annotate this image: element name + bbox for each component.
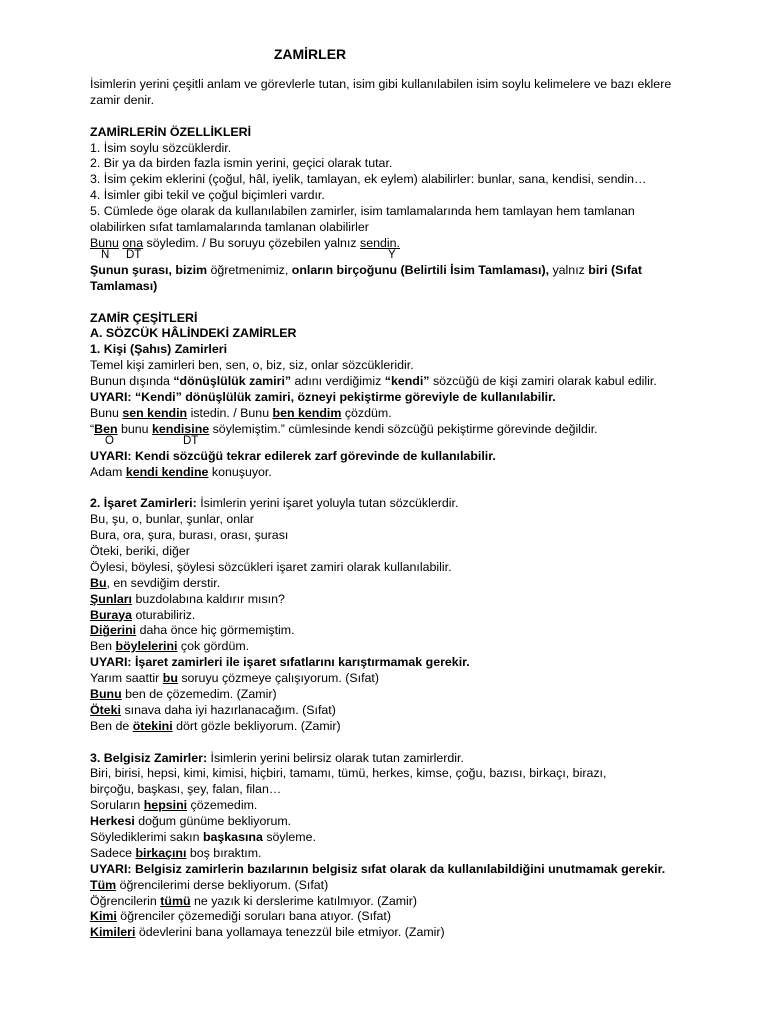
example-sentence: Öğrencilerin tümü ne yazık ki derslerime katılmıyor. (Zamir) [90,893,418,908]
paragraph-line: Temel kişi zamirleri ben, sen, o, biz, siz, onlar sözcükleridir. [90,358,414,373]
grammar-labels [90,434,690,449]
paragraph-line: Bura, ora, şura, burası, orası, şurası [90,528,289,543]
example-sentence: Şunun şurası, bizim öğretmenimiz, onların birçoğunu (Belirtili İsim Tamlaması), yalnız biri (Sıfat [90,262,642,277]
list-item: 1. İsim soylu sözcüklerdir. [90,140,232,155]
section-heading-ozellikler: ZAMİRLERİN ÖZELLİKLERİ [90,124,252,139]
label-o: Ö [105,434,114,447]
example-sentence: Bunu ben de çözemedim. (Zamir) [90,686,277,701]
example-sentence: Adam kendi kendine konuşuyor. [90,464,272,479]
list-item: 4. İsimler gibi tekil ve çoğul biçimleri vardır. [90,188,325,203]
subsection-heading: A. SÖZCÜK HÂLİNDEKİ ZAMİRLER [90,326,297,341]
example-sentence: Ben böylelerini çok gördüm. [90,639,250,654]
label-dt: DT [126,248,142,261]
example-sentence: Herkesi doğum günüme bekliyorum. [90,814,292,829]
example-sentence: Tüm öğrencilerimi derse bekliyorum. (Sıfat) [90,877,329,892]
example-sentence: Ben de ötekini dört gözle bekliyorum. (Zamir) [90,718,341,733]
grammar-labels [90,248,690,263]
warning-line: UYARI: Kendi sözcüğü tekrar edilerek zarf görevinde de kullanılabilir. [90,448,496,463]
warning-line: UYARI: “Kendi” dönüşlülük zamiri, özneyi pekiştirme göreviyle de kullanılabilir. [90,389,556,404]
example-sentence: Yarım saattir bu soruyu çözmeye çalışıyorum. (Sıfat) [90,671,379,686]
example-sentence: Diğerini daha önce hiç görmemiştim. [90,623,295,638]
example-sentence-continuation: Tamlaması) [90,278,158,293]
document-page [90,44,690,941]
example-sentence: Bunu ona söyledim. / Bu soruyu çözebilen yalnız sendin. [90,235,401,250]
label-dt: DT [183,434,199,447]
intro-paragraph: İsimlerin yerini çeşitli anlam ve görevlerle tutan, isim gibi kullanılabilen isim soylu kelimelere ve bazı eklere zamir denir. [90,77,672,107]
example-sentence: Soruların hepsini çözemedim. [90,798,258,813]
subsection-heading-kisi: 1. Kişi (Şahıs) Zamirleri [90,342,228,357]
example-sentence: Sadece birkaçını boş bıraktım. [90,845,262,860]
example-sentence: Bunu sen kendin istedin. / Bunu ben kendim çözdüm. [90,405,392,420]
paragraph-line: Biri, birisi, hepsi, kimi, kimisi, hiçbiri, tamamı, tümü, herkes, kimse, çoğu, bazısı, birkaçı, birazı, [90,766,607,781]
section-heading-cesitler: ZAMİR ÇEŞİTLERİ [90,310,198,325]
paragraph-line: Bunun dışında “dönüşlülük zamiri” adını verdiğimiz “kendi” sözcüğü de kişi zamiri olarak kabul edilir. [90,374,657,389]
list-item: 5. Cümlede öge olarak da kullanılabilen zamirler, isim tamlamalarında hem tamlayan hem tamlanan [90,204,635,219]
example-sentence: Öteki sınava daha iyi hazırlanacağım. (Sıfat) [90,702,336,717]
page-title: ZAMİRLER [273,46,347,62]
example-sentence: “Ben bunu kendisine söylemiştim.” cümlesinde kendi sözcüğü pekiştirme görevinde değildir. [90,421,598,436]
paragraph-line: Öteki, beriki, diğer [90,543,190,558]
warning-line: UYARI: Belgisiz zamirlerin bazılarının belgisiz sıfat olarak da kullanılabildiğini unutmamak gerekir. [90,861,666,876]
list-item-continuation: olabilirken sıfat tamlamalarında tamlanan olabilirler [90,220,369,235]
paragraph-line: birçoğu, başkası, şey, falan, filan… [90,782,282,797]
warning-line: UYARI: İşaret zamirleri ile işaret sıfatlarını karıştırmamak gerekir. [90,655,470,670]
example-sentence: Kimileri ödevlerini bana yollamaya tenezzül bile etmiyor. (Zamir) [90,925,445,940]
subsection-heading-isaret: 2. İşaret Zamirleri: İsimlerin yerini işaret yoluyla tutan sözcüklerdir. [90,496,459,511]
list-item: 2. Bir ya da birden fazla ismin yerini, geçici olarak tutar. [90,156,393,171]
example-sentence: Şunları buzdolabına kaldırır mısın? [90,591,285,606]
label-n: N [101,248,110,261]
list-item: 3. İsim çekim eklerini (çoğul, hâl, iyelik, tamlayan, ek eylem) alabilirler: bunlar, sana, kendisi, sendin… [90,172,647,187]
example-sentence: Kimi öğrenciler çözemediği soruları bana atıyor. (Sıfat) [90,909,391,924]
label-y: Y [388,248,396,261]
paragraph-line: Öylesi, böylesi, şöylesi sözcükleri işaret zamiri olarak kullanılabilir. [90,559,452,574]
subsection-heading-belgisiz: 3. Belgisiz Zamirler: İsimlerin yerini belirsiz olarak tutan zamirlerdir. [90,750,464,765]
example-sentence: Bu, en sevdiğim derstir. [90,575,221,590]
example-sentence: Söylediklerimi sakın başkasına söyleme. [90,830,316,844]
example-sentence: Buraya oturabiliriz. [90,607,196,622]
paragraph-line: Bu, şu, o, bunlar, şunlar, onlar [90,512,254,527]
